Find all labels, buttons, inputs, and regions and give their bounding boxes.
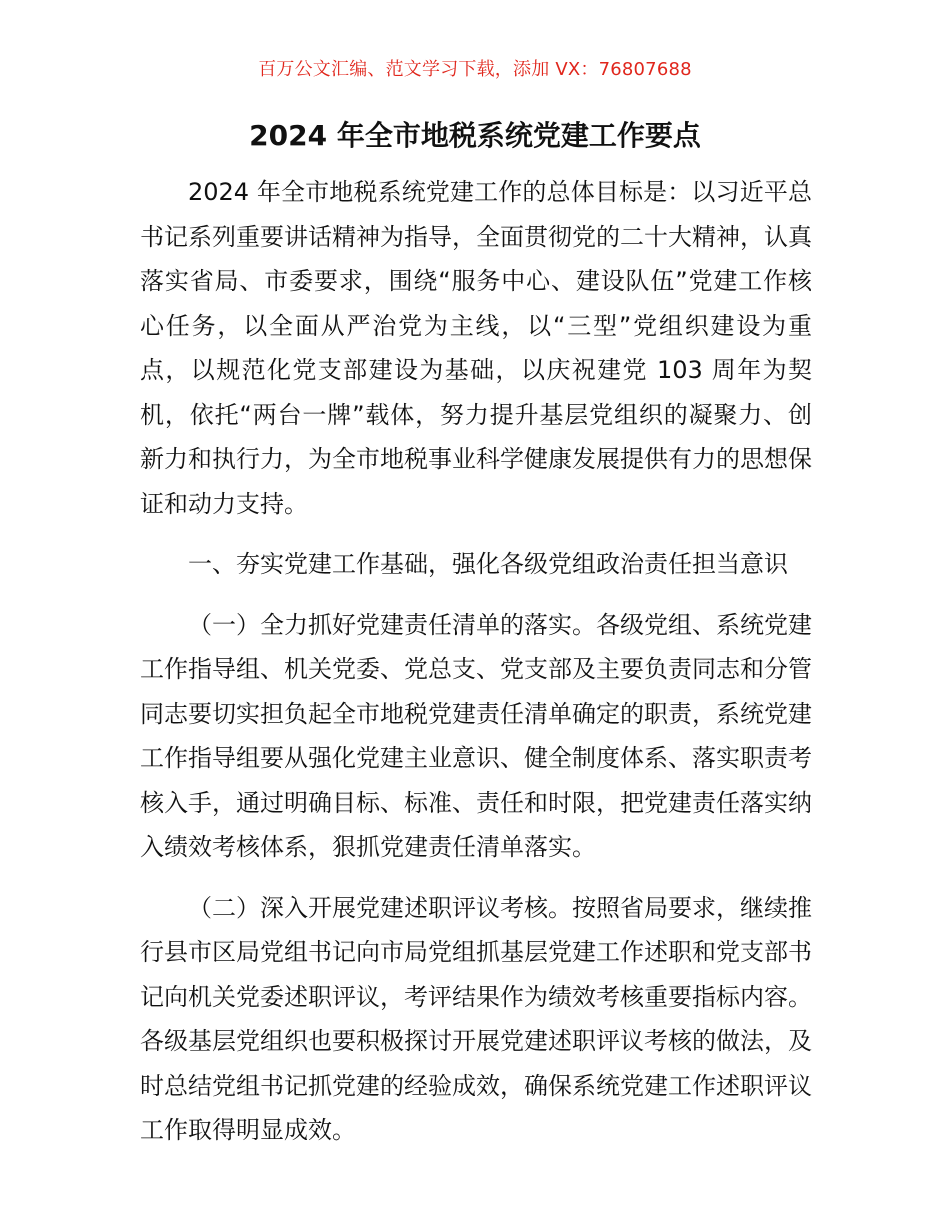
document-body xyxy=(140,170,812,1153)
intro-paragraph: 2024 年全市地税系统党建工作的总体目标是：以习近平总书记系列重要讲话精神为指导，全面贯彻党的二十大精神，认真落实省局、市委要求，围绕“服务中心、建设队伍”党建工作核心任务，以全面从严治党为主线，以“三型”党组织建设为重点，以规范化党支部建设为基础，以庆祝建党 103 周年为契机，依托“两台一牌”载体，努力提升基层党组织的凝聚力、创新力和执行力，为全市地税事业科学健康发展提供有力的思想保证和动力支持。 xyxy=(140,178,812,518)
watermark-banner: 百万公文汇编、范文学习下载，添加 VX：76807688 xyxy=(258,59,692,80)
item-paragraph-2: （二）深入开展党建述职评议考核。按照省局要求，继续推行县市区局党组书记向市局党组抓基层党建工作述职和党支部书记向机关党委述职评议，考评结果作为绩效考核重要指标内容。各级基层党组织也要积极探讨开展党建述职评议考核的做法，及时总结党组书记抓党建的经验成效，确保系统党建工作述职评议工作取得明显成效。 xyxy=(140,893,812,1144)
document-title: 2024 年全市地税系统党建工作要点 xyxy=(249,119,701,152)
section-heading: 一、夯实党建工作基础，强化各级党组政治责任担当意识 xyxy=(188,550,788,578)
item-paragraph-1: （一）全力抓好党建责任清单的落实。各级党组、系统党建工作指导组、机关党委、党总支、党支部及主要负责同志和分管同志要切实担负起全市地税党建责任清单确定的职责，系统党建工作指导组要从强化党建主业意识、健全制度体系、落实职责考核入手，通过明确目标、标准、责任和时限，把党建责任落实纳入绩效考核体系，狠抓党建责任清单落实。 xyxy=(140,610,812,861)
